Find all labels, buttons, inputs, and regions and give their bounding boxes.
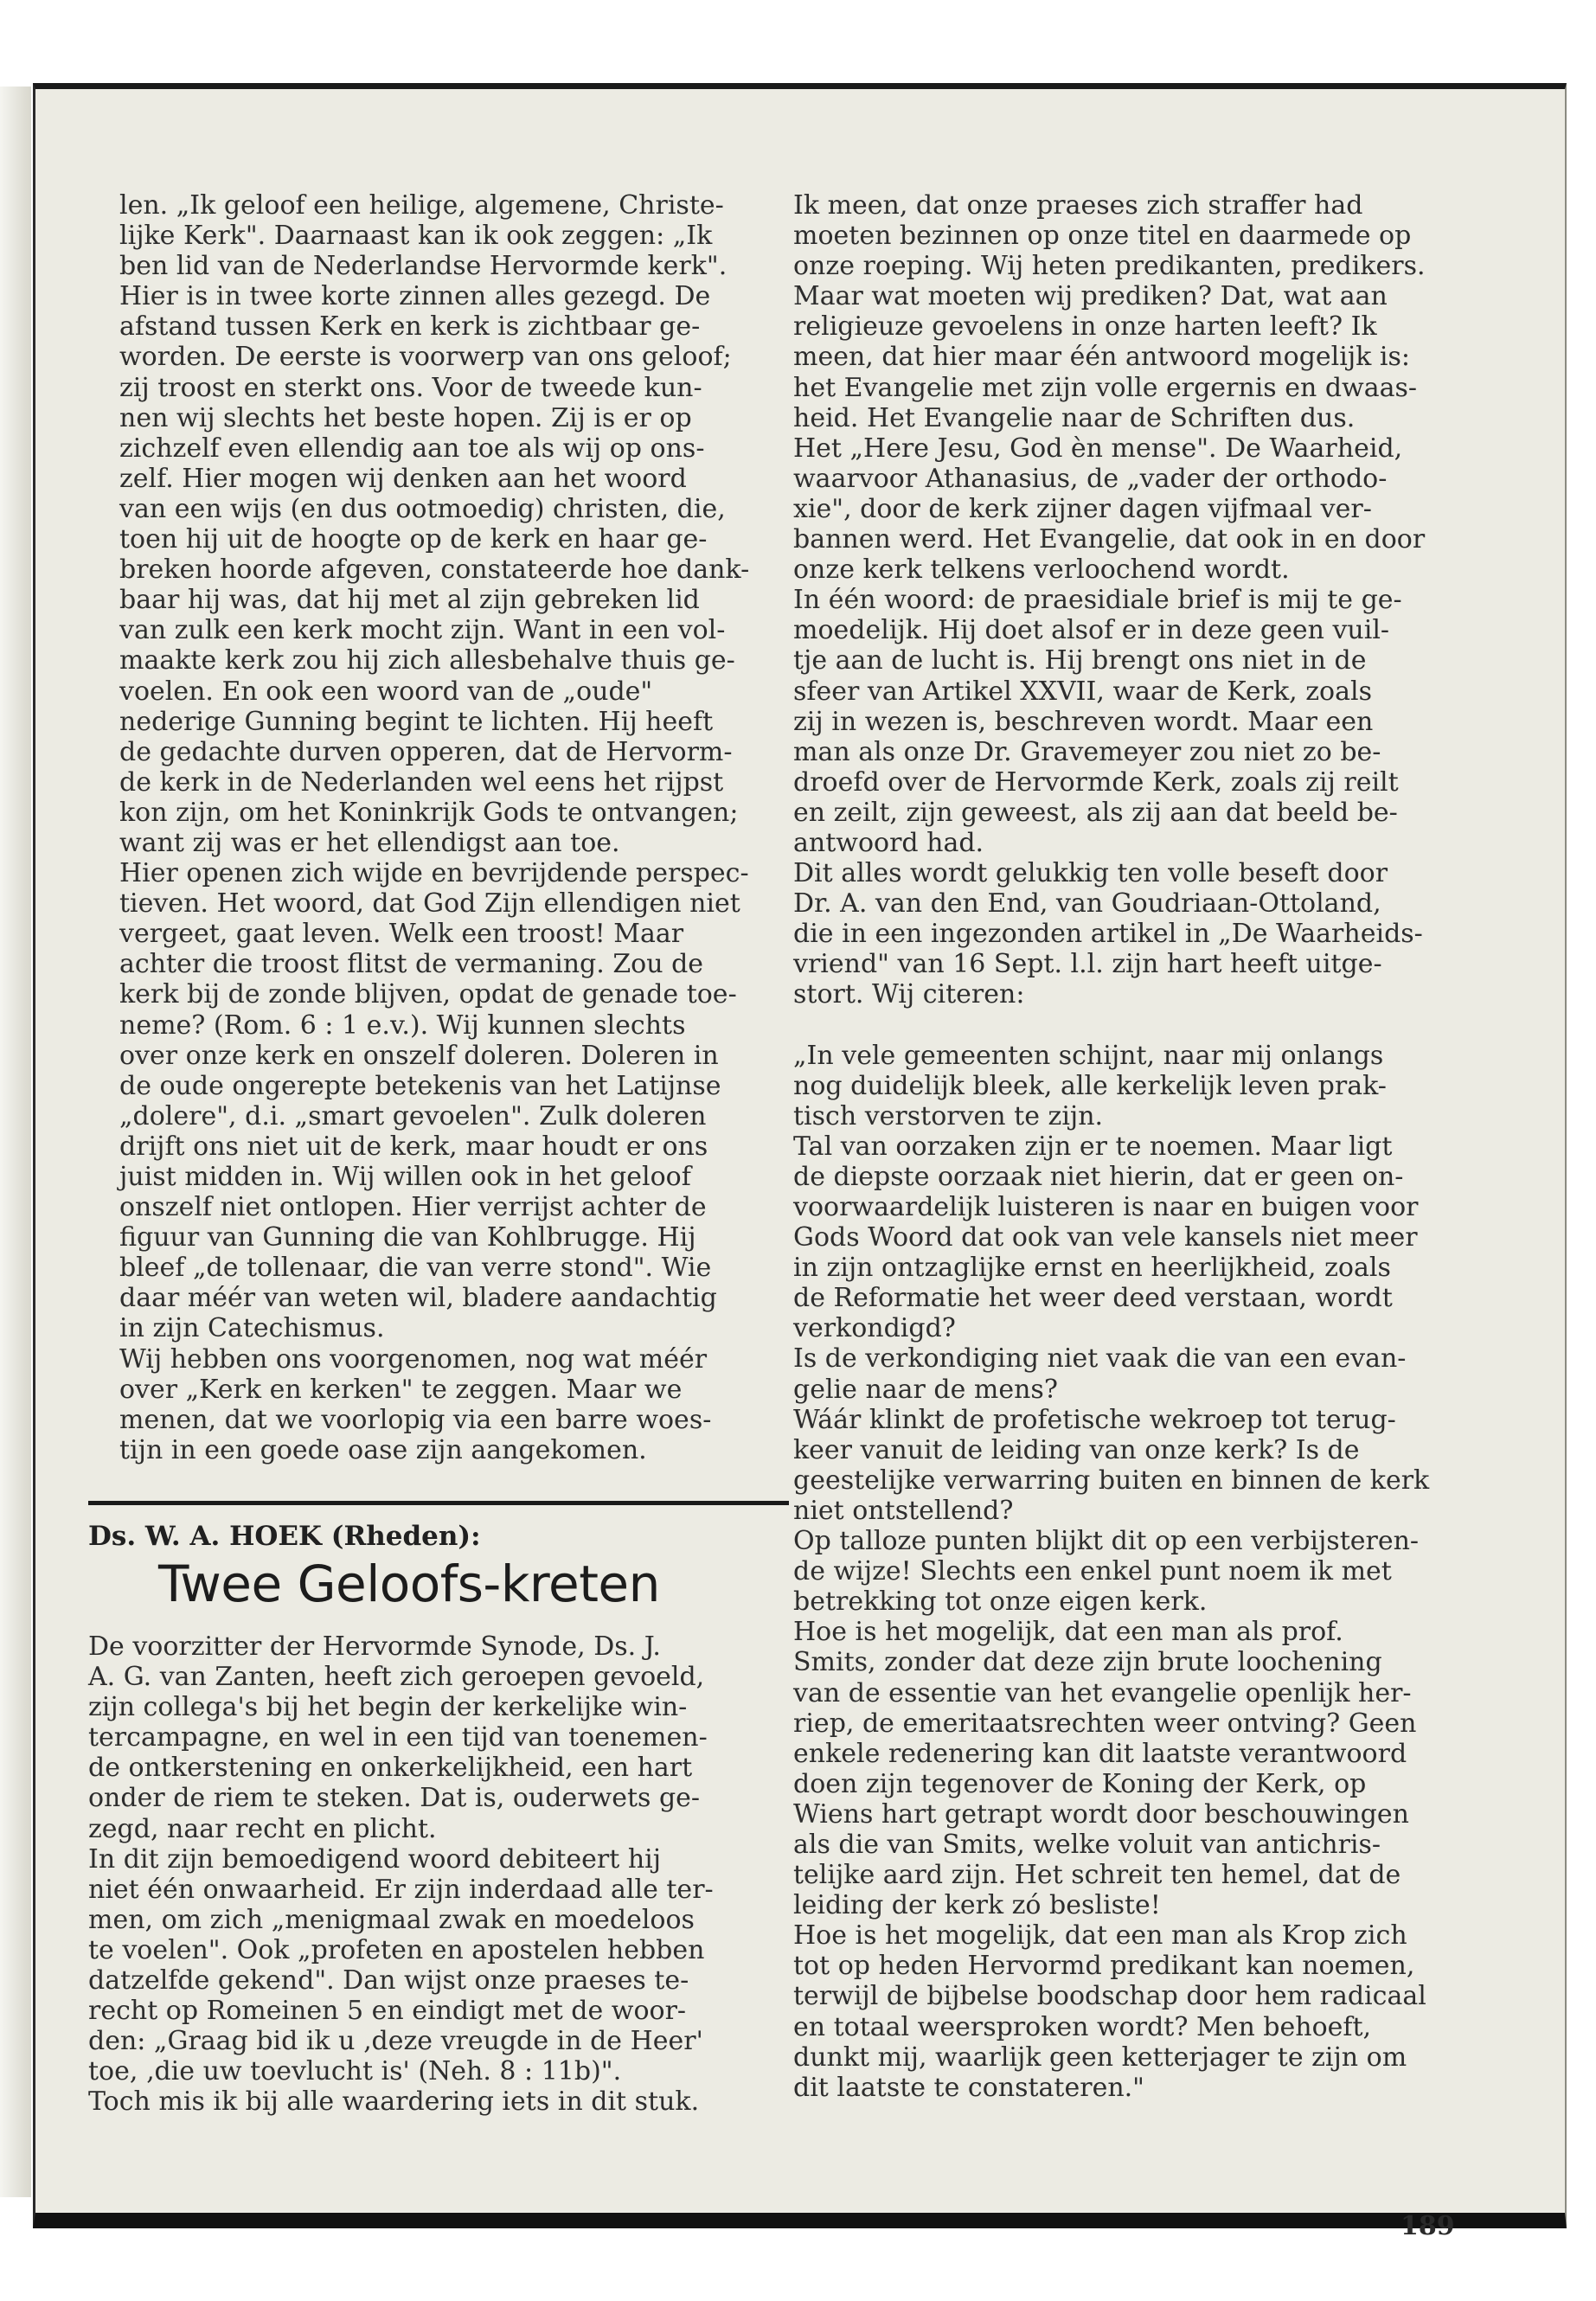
article-line: zegd, naar recht en plicht. xyxy=(88,1813,437,1844)
article-byline: Ds. W. A. HOEK (Rheden): xyxy=(88,1521,481,1552)
quote-line: dit laatste te constateren." xyxy=(793,2072,1144,2103)
text-line: tieven. Het woord, dat God Zijn ellendigen niet xyxy=(119,888,740,920)
quote-line: riep, de emeritaatsrechten weer ontving? Geen xyxy=(793,1708,1417,1739)
text-line: maakte kerk zou hij zich allesbehalve thuis ge- xyxy=(119,645,735,676)
text-line: Dr. A. van den End, van Goudriaan-Ottoland, xyxy=(793,888,1381,920)
text-line: van een wijs (en dus ootmoedig) christen, die, xyxy=(119,493,726,524)
binding-spine xyxy=(0,87,31,2197)
quote-line: Hoe is het mogelijk, dat een man als prof. xyxy=(793,1617,1343,1648)
article-line: zijn collega's bij het begin der kerkelijke win- xyxy=(88,1692,688,1723)
text-line: stort. Wij citeren: xyxy=(793,979,1025,1010)
quote-line: terwijl de bijbelse boodschap door hem radicaal xyxy=(793,1981,1426,2012)
text-line: droefd over de Hervormde Kerk, zoals zij reilt xyxy=(793,766,1399,798)
text-line: zij troost en sterkt ons. Voor de tweede kun- xyxy=(119,372,702,403)
quote-line: tot op heden Hervormd predikant kan noemen, xyxy=(793,1951,1415,1982)
article-line: den: „Graag bid ik u ‚deze vreugde in de Heer' xyxy=(88,2026,703,2057)
text-line: de oude ongerepte betekenis van het Latijnse xyxy=(119,1070,721,1101)
article-line: Toch mis ik bij alle waardering iets in dit stuk. xyxy=(88,2086,700,2118)
article-line: men, om zich „menigmaal zwak en moedeloos xyxy=(88,1904,695,1935)
quote-line: verkondigd? xyxy=(793,1313,956,1344)
text-line: waarvoor Athanasius, de „vader der orthodo- xyxy=(793,463,1388,494)
text-line: menen, dat we voorlopig via een barre woes- xyxy=(119,1404,712,1435)
text-line: man als onze Dr. Gravemeyer zou niet zo be- xyxy=(793,736,1381,767)
text-line: en zeilt, zijn geweest, als zij aan dat beeld be- xyxy=(793,797,1398,828)
quote-line: telijke aard zijn. Het schreit ten hemel, dat de xyxy=(793,1860,1401,1891)
text-line: toen hij uit de hoogte op de kerk en haar ge- xyxy=(119,524,708,555)
quote-line: voorwaardelijk luisteren is naar en buigen voor xyxy=(793,1192,1419,1222)
quote-line: Wáár klinkt de profetische wekroep tot terug- xyxy=(793,1404,1396,1435)
text-line: zelf. Hier mogen wij denken aan het woord xyxy=(119,463,687,494)
text-line: Hier openen zich wijde en bevrijdende perspec- xyxy=(119,858,749,889)
quote-line: Wiens hart getrapt wordt door beschouwingen xyxy=(793,1798,1409,1830)
quote-line: „In vele gemeenten schijnt, naar mij onlangs xyxy=(793,1040,1384,1071)
text-line: antwoord had. xyxy=(793,827,984,858)
quote-line: doen zijn tegenover de Koning der Kerk, op xyxy=(793,1768,1367,1799)
text-line: Maar wat moeten wij prediken? Dat, wat aan xyxy=(793,281,1388,312)
paragraph-gap xyxy=(793,1010,1485,1041)
quote-line: Smits, zonder dat deze zijn brute loochening xyxy=(793,1647,1382,1678)
text-line: vriend" van 16 Sept. l.l. zijn hart heeft uitge- xyxy=(793,949,1382,980)
text-line: daar méér van weten wil, bladere aandachtig xyxy=(119,1283,717,1314)
quote-line: keer vanuit de leiding van onze kerk? Is de xyxy=(793,1434,1360,1465)
quote-line: in zijn ontzaglijke ernst en heerlijkheid, zoals xyxy=(793,1253,1391,1284)
text-line: kon zijn, om het Koninkrijk Gods te ontvangen; xyxy=(119,797,739,828)
text-line: sfeer van Artikel XXVII, waar de Kerk, zoals xyxy=(793,676,1372,707)
quote-line: Tal van oorzaken zijn er te noemen. Maar ligt xyxy=(793,1131,1393,1162)
text-line: Hier is in twee korte zinnen alles gezegd. De xyxy=(119,281,711,312)
quote-line: de wijze! Slechts een enkel punt noem ik met xyxy=(793,1556,1392,1587)
article-line: In dit zijn bemoedigend woord debiteert hij xyxy=(88,1843,662,1875)
text-line: figuur van Gunning die van Kohlbrugge. Hij xyxy=(119,1222,696,1253)
text-line: baar hij was, dat hij met al zijn gebreken lid xyxy=(119,585,700,616)
article-line: tercampagne, en wel in een tijd van toenemen- xyxy=(88,1722,708,1753)
quote-line: gelie naar de mens? xyxy=(793,1374,1058,1405)
quote-line: enkele redenering kan dit laatste verantwoord xyxy=(793,1738,1407,1769)
quote-line: Op talloze punten blijkt dit op een verbijsteren- xyxy=(793,1526,1420,1557)
magazine-page xyxy=(33,83,1567,2241)
text-line: kerk bij de zonde blijven, opdat de genade toe- xyxy=(119,979,737,1010)
text-line: tijn in een goede oase zijn aangekomen. xyxy=(119,1434,647,1465)
text-line: over „Kerk en kerken" te zeggen. Maar we xyxy=(119,1374,683,1405)
quote-line: Hoe is het mogelijk, dat een man als Krop zich xyxy=(793,1920,1407,1952)
quote-line: nog duidelijk bleek, alle kerkelijk leven prak- xyxy=(793,1070,1387,1101)
text-line: xie", door de kerk zijner dagen vijfmaal ver- xyxy=(793,493,1372,524)
text-line: worden. De eerste is voorwerp van ons geloof; xyxy=(119,342,732,373)
text-line: achter die troost flitst de vermaning. Zou de xyxy=(119,949,704,980)
text-line: heid. Het Evangelie naar de Schriften dus. xyxy=(793,402,1356,433)
text-line: nen wij slechts het beste hopen. Zij is er op xyxy=(119,402,692,433)
quote-line: van de essentie van het evangelie openlijk her- xyxy=(793,1677,1412,1708)
text-line: ben lid van de Nederlandse Hervormde kerk". xyxy=(119,251,727,282)
article-line: niet één onwaarheid. Er zijn inderdaad alle ter- xyxy=(88,1874,714,1905)
text-line: over onze kerk en onszelf doleren. Doleren in xyxy=(119,1040,719,1071)
article-line: datzelfde gekend". Dan wijst onze praeses te- xyxy=(88,1965,689,1997)
text-line: afstand tussen Kerk en kerk is zichtbaar ge- xyxy=(119,311,701,343)
text-line: bleef „de tollenaar, die van verre stond". Wie xyxy=(119,1253,712,1284)
text-line: voelen. En ook een woord van de „oude" xyxy=(119,676,653,707)
text-line: Wij hebben ons voorgenomen, nog wat méér xyxy=(119,1343,708,1375)
text-line: Ik meen, dat onze praeses zich straffer had xyxy=(793,190,1363,221)
quote-line: geestelijke verwarring buiten en binnen de kerk xyxy=(793,1465,1430,1496)
text-line: „dolere", d.i. „smart gevoelen". Zulk doleren xyxy=(119,1100,707,1131)
quote-line: dunkt mij, waarlijk geen ketterjager te zijn om xyxy=(793,2041,1407,2073)
quote-line: en totaal weersproken wordt? Men behoeft, xyxy=(793,2011,1372,2042)
article-line: A. G. van Zanten, heeft zich geroepen gevoeld, xyxy=(88,1662,705,1693)
text-line: bannen werd. Het Evangelie, dat ook in en door xyxy=(793,524,1426,555)
text-line: van zulk een kerk mocht zijn. Want in een vol- xyxy=(119,615,726,646)
quote-line: als die van Smits, welke voluit van antichris- xyxy=(793,1829,1381,1860)
quote-line: de diepste oorzaak niet hierin, dat er geen on- xyxy=(793,1161,1404,1192)
article-body xyxy=(88,1631,789,2118)
text-line: die in een ingezonden artikel in „De Waarheids- xyxy=(793,919,1423,950)
text-line: in zijn Catechismus. xyxy=(119,1313,385,1344)
text-line: neme? (Rom. 6 : 1 e.v.). Wij kunnen slechts xyxy=(119,1009,686,1041)
text-line: zichzelf even ellendig aan toe als wij op ons- xyxy=(119,433,705,464)
quote-line: Is de verkondiging niet vaak die van een evan- xyxy=(793,1343,1407,1375)
text-line: onze roeping. Wij heten predikanten, predikers. xyxy=(793,251,1426,282)
text-line: want zij was er het ellendigst aan toe. xyxy=(119,827,620,858)
text-line: religieuze gevoelens in onze harten leeft? Ik xyxy=(793,311,1377,343)
quote-line: niet ontstellend? xyxy=(793,1495,1014,1526)
article-line: de ontkerstening en onkerkelijkheid, een hart xyxy=(88,1753,693,1784)
page-number: 189 xyxy=(1401,2211,1455,2241)
text-line: zij in wezen is, beschreven wordt. Maar een xyxy=(793,706,1374,737)
text-line: de kerk in de Nederlanden wel eens het rijpst xyxy=(119,766,724,798)
article-title: Twee Geloofs-kreten xyxy=(158,1554,660,1613)
article-line: te voelen". Ook „profeten en apostelen hebben xyxy=(88,1934,705,1965)
text-line: moedelijk. Hij doet alsof er in deze geen vuil- xyxy=(793,615,1390,646)
left-column xyxy=(119,190,785,1465)
text-line: juist midden in. Wij willen ook in het geloof xyxy=(119,1162,691,1192)
text-line: Dit alles wordt gelukkig ten volle beseft door xyxy=(793,858,1388,889)
text-line: onszelf niet ontlopen. Hier verrijst achter de xyxy=(119,1192,707,1223)
quote-line: tisch verstorven te zijn. xyxy=(793,1100,1104,1131)
quote-line: de Reformatie het weer deed verstaan, wordt xyxy=(793,1283,1393,1314)
text-line: meen, dat hier maar één antwoord mogelijk is: xyxy=(793,342,1410,373)
right-column xyxy=(793,190,1485,2103)
text-line: moeten bezinnen op onze titel en daarmede op xyxy=(793,221,1412,252)
text-line: onze kerk telkens verloochend wordt. xyxy=(793,554,1290,586)
article-line: De voorzitter der Hervormde Synode, Ds. J. xyxy=(88,1631,661,1662)
text-line: len. „Ik geloof een heilige, algemene, Christe- xyxy=(119,190,724,221)
text-line: het Evangelie met zijn volle ergernis en dwaas- xyxy=(793,372,1418,403)
text-line: tje aan de lucht is. Hij brengt ons niet in de xyxy=(793,645,1367,676)
article-line: toe, ‚die uw toevlucht is' (Neh. 8 : 11b)". xyxy=(88,2056,622,2087)
quote-line: leiding der kerk zó besliste! xyxy=(793,1890,1161,1921)
section-divider xyxy=(88,1501,789,1505)
text-line: vergeet, gaat leven. Welk een troost! Maar xyxy=(119,919,684,950)
text-line: lijke Kerk". Daarnaast kan ik ook zeggen: „Ik xyxy=(119,221,713,252)
article-line: recht op Romeinen 5 en eindigt met de woor- xyxy=(88,1996,687,2027)
article-line: onder de riem te steken. Dat is, ouderwets ge- xyxy=(88,1783,701,1814)
text-line: drijft ons niet uit de kerk, maar houdt er ons xyxy=(119,1131,708,1162)
text-line: breken hoorde afgeven, constateerde hoe dank- xyxy=(119,554,750,586)
quote-line: betrekking tot onze eigen kerk. xyxy=(793,1586,1208,1618)
text-line: In één woord: de praesidiale brief is mij te ge- xyxy=(793,585,1402,616)
quote-line: Gods Woord dat ook van vele kansels niet meer xyxy=(793,1222,1418,1253)
text-line: nederige Gunning begint te lichten. Hij heeft xyxy=(119,706,714,737)
text-line: de gedachte durven opperen, dat de Hervorm- xyxy=(119,736,733,767)
text-line: Het „Here Jesu, God èn mense". De Waarheid, xyxy=(793,433,1403,464)
